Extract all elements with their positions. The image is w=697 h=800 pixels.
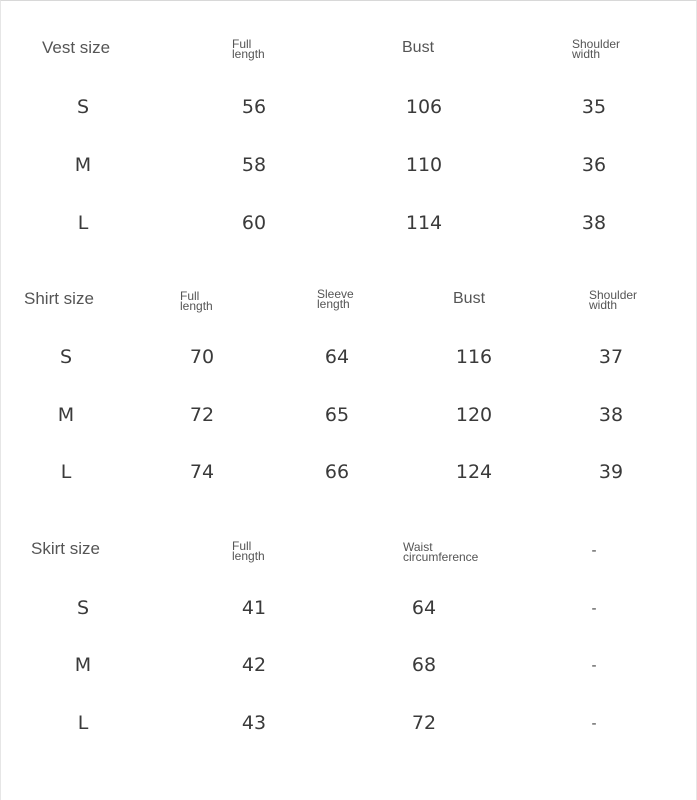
full-length-value: 42	[241, 654, 267, 676]
vest-header-shoulder-width	[572, 39, 620, 59]
shirt-header-full-length	[180, 291, 213, 311]
bust-value: 116	[455, 346, 493, 368]
waist-value: 64	[411, 597, 437, 619]
full-length-value: 74	[189, 461, 215, 483]
skirt-header-waist-circumference	[403, 542, 478, 562]
empty-value: -	[591, 716, 597, 732]
vest-header-bust: Bust	[401, 39, 435, 56]
header-line: Full	[232, 37, 252, 51]
full-length-value: 43	[241, 712, 267, 734]
header-line: Full	[180, 289, 200, 303]
waist-value: 68	[411, 654, 437, 676]
full-length-value: 41	[241, 597, 267, 619]
header-line: width	[572, 47, 601, 61]
bust-value: 124	[455, 461, 493, 483]
shoulder-width-value: 39	[598, 461, 624, 483]
full-length-value: 56	[241, 96, 267, 118]
bust-value: 110	[405, 154, 443, 176]
size-label: M	[74, 654, 92, 676]
empty-value: -	[591, 601, 597, 617]
size-label: L	[60, 461, 72, 483]
header-line: circumference	[403, 550, 479, 564]
shirt-size-title: Shirt size	[24, 289, 94, 308]
header-line: length	[317, 297, 350, 311]
size-label: S	[76, 96, 90, 118]
waist-value: 72	[411, 712, 437, 734]
shoulder-width-value: 38	[598, 404, 624, 426]
bust-value: 114	[405, 212, 443, 234]
size-label: M	[74, 154, 92, 176]
sleeve-length-value: 65	[324, 404, 350, 426]
header-line: Sleeve	[317, 287, 354, 301]
vest-size-title: Vest size	[42, 38, 111, 57]
size-label: L	[77, 712, 89, 734]
shirt-header-sleeve-length	[317, 289, 354, 309]
bust-value: 106	[405, 96, 443, 118]
skirt-size-title: Skirt size	[31, 539, 100, 558]
size-label: M	[57, 404, 75, 426]
shirt-header-bust: Bust	[452, 290, 486, 307]
full-length-value: 58	[241, 154, 267, 176]
sleeve-length-value: 64	[324, 346, 350, 368]
skirt-header-full-length	[232, 541, 265, 561]
header-line: length	[180, 299, 213, 313]
full-length-value: 72	[189, 404, 215, 426]
size-label: L	[77, 212, 89, 234]
shoulder-width-value: 35	[581, 96, 607, 118]
shoulder-width-value: 38	[581, 212, 607, 234]
shoulder-width-value: 36	[581, 154, 607, 176]
header-line: length	[232, 549, 265, 563]
header-line: Full	[232, 539, 252, 553]
size-label: S	[76, 597, 90, 619]
shoulder-width-value: 37	[598, 346, 624, 368]
header-line: width	[589, 298, 618, 312]
vest-header-full-length	[232, 39, 265, 59]
full-length-value: 70	[189, 346, 215, 368]
skirt-header-empty: -	[591, 543, 597, 559]
header-line: length	[232, 47, 265, 61]
size-label: S	[59, 346, 73, 368]
header-line: Waist	[403, 540, 433, 554]
header-line: Shoulder	[589, 288, 638, 302]
sleeve-length-value: 66	[324, 461, 350, 483]
full-length-value: 60	[241, 212, 267, 234]
bust-value: 120	[455, 404, 493, 426]
shirt-header-shoulder-width	[589, 290, 637, 310]
header-line: Shoulder	[572, 37, 621, 51]
empty-value: -	[591, 658, 597, 674]
